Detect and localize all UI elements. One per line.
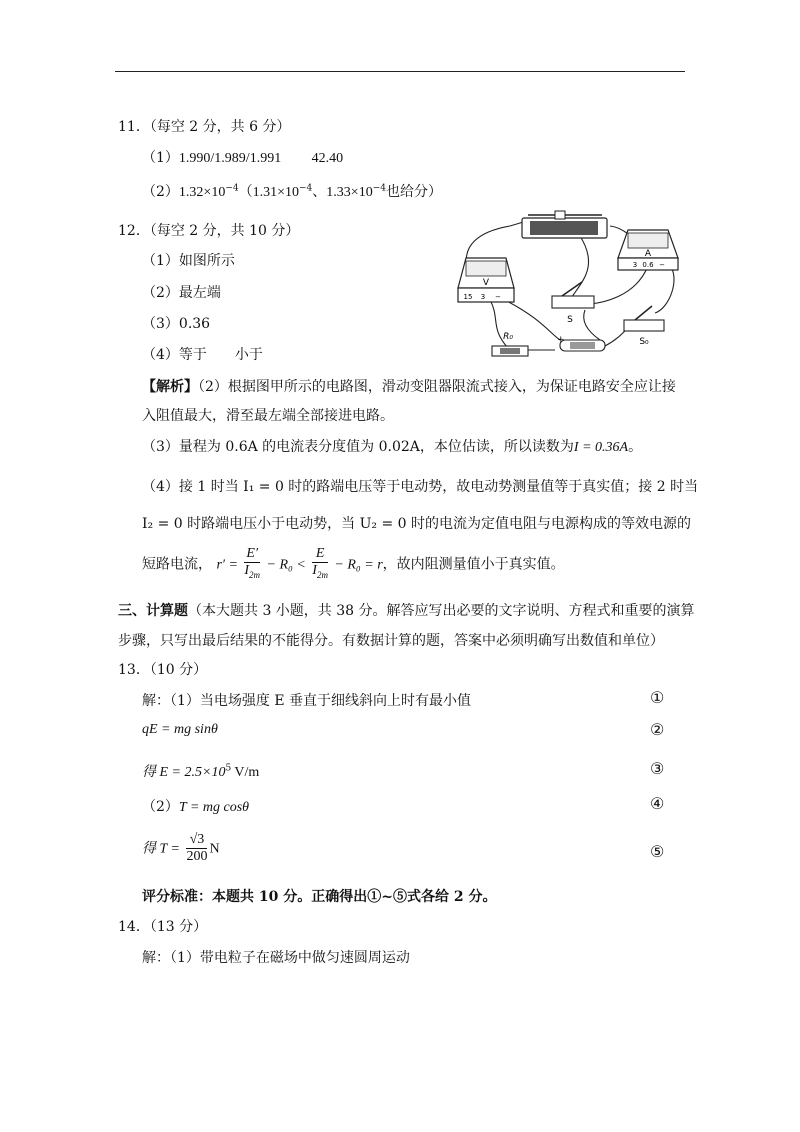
battery [557,335,605,351]
q13-mark-2: ② [650,720,665,739]
q12-heading: 12．（每空 2 分，共 10 分） [118,223,300,239]
q13-mark-4: ④ [650,794,665,813]
q13-line4-label: （2） [142,799,179,815]
q11-a2-note-open: （1.31×10 [238,185,300,200]
q13-line-2: qE = mg sinθ [142,722,218,737]
resistor-r0-label: R₀ [503,332,513,342]
q13-frac-den: 200 [186,849,208,864]
analysis-3-end: 。 [628,439,643,455]
analysis-6-post: ，故内阻测量值小于真实值。 [382,556,565,573]
analysis-6-pre: 短路电流， [142,556,212,573]
eq-frac1-den: I [244,563,250,578]
analysis-line-3 [142,436,642,456]
battery-plus: + [557,335,565,345]
q13-mark-3: ③ [650,759,665,778]
q13-heading: 13．（10 分） [118,662,208,678]
analysis-line-1 [142,376,676,396]
switch-s-label: S [567,315,573,325]
q11-a1-label: （1） [142,150,179,166]
eq-frac1-num: E′ [244,546,260,563]
voltmeter-term-3: − [495,293,501,301]
ammeter-term-3: − [659,261,665,269]
section3-line-1 [118,600,695,620]
section3-title: 三、计算题 [118,603,188,619]
q13-line4-eq: T = mg cosθ [178,800,250,815]
q12-a4-value: 小于 [234,347,263,363]
eq-mid: − R₀ < [266,557,306,573]
analysis-text-1: （2）根据图甲所示的电路图，滑动变阻器限流式接入，为保证电路安全应让接 [198,379,676,395]
q12-answer-4 [142,344,263,364]
eq-r-prime: r′ = [216,557,238,573]
q13-mark-1: ① [650,688,665,707]
q11-a2-value: 1.32×10 [178,185,226,200]
eq-frac2-num: E [312,546,328,563]
q13-line-5 [142,832,220,865]
q11-a2-note-mid: 、1.33×10 [312,185,373,200]
ammeter [618,230,678,270]
eq-fraction-1 [244,546,260,583]
eq-frac2-den: I [312,563,317,578]
q11-answer-1 [142,147,343,167]
rheostat [522,211,607,238]
switch-s [552,282,594,325]
analysis-line-6 [142,546,565,583]
q12-answer-2: （2）最左端 [142,285,221,301]
q13-line-1: 解：（1）当电场强度 E 垂直于细线斜向上时有最小值 [142,693,472,709]
section3-line-2: 步骤，只写出最后结果的不能得分。有数据计算的题，答案中必须明确写出数值和单位） [118,633,664,649]
q13-fraction [186,832,207,865]
eq-fraction-2 [312,546,328,583]
analysis-3-eq: I = 0.36A [573,440,629,455]
q13-mark-5: ⑤ [650,842,665,861]
q12-answer-1: （1）如图所示 [142,253,235,269]
q13-line3-pre: 得 E = 2.5×10 [142,765,226,780]
q13-line-4 [142,796,249,816]
voltmeter-term-2: 3 [480,293,486,301]
analysis-line-5: I₂ = 0 时路端电压小于电动势，当 U₂ = 0 时的电流为定值电阻与电源构成的等效电源的 [142,516,691,532]
circuit-diagram [430,208,685,368]
q13-line5-unit: N [209,841,220,857]
eq-end: − R₀ = r [334,557,383,573]
q11-a1-value2: 42.40 [311,151,344,166]
q13-line-3 [142,761,259,781]
q13-line3-unit: V/m [231,765,260,780]
eq-frac2-den-sub: 2m [316,569,328,580]
analysis-line-4: （4）接 1 时当 I₁ = 0 时的路端电压等于电动势，故电动势测量值等于真实值；接 2 时当 [142,479,699,495]
ammeter-label: A [644,249,652,259]
q11-a2-label: （2） [142,184,179,200]
q13-frac-num: √3 [186,832,207,849]
q14-heading: 14．（13 分） [118,919,208,935]
voltmeter-term-1: 15 [463,293,473,301]
q11-heading: 11．（每空 2 分，共 6 分） [118,119,291,135]
top-rule [115,71,685,72]
q13-scoring-standard: 评分标准：本题共 10 分。正确得出①~⑤式各给 2 分。 [142,889,497,905]
section3-desc-1: （本大题共 3 小题，共 38 分。解答应写出必要的文字说明、方程式和重要的演算 [188,603,695,619]
analysis-line-2: 入阻值最大，滑至最左端全部接进电路。 [142,408,394,424]
q12-a4-label: （4）等于 [142,347,207,363]
resistor-r0 [492,332,528,356]
voltmeter [458,258,514,302]
q13-line3-exp: 5 [225,763,232,774]
q11-a1-value: 1.990/1.989/1.991 [178,151,282,166]
ammeter-term-2: 0.6 [642,261,654,269]
switch-s0-label: S₀ [639,337,649,347]
q11-a2-note-close: 也给分） [385,184,442,200]
q11-a2-note-exp2: −4 [372,183,386,194]
q11-a2-exp: −4 [225,183,239,194]
q13-line5-pre: 得 T = [142,841,180,857]
ammeter-term-1: 3 [632,261,638,269]
q14-line-1: 解：（1）带电粒子在磁场中做匀速圆周运动 [142,950,410,966]
q11-answer-2 [142,181,442,201]
q11-a2-note-exp1: −4 [299,183,313,194]
analysis-3-text: （3）量程为 0.6A 的电流表分度值为 0.02A，本位估读，所以读数为 [142,439,574,455]
q12-answer-3: （3）0.36 [142,316,211,332]
voltmeter-label: V [482,278,490,288]
analysis-tag: 【解析】 [142,379,198,395]
eq-frac1-den-sub: 2m [249,569,261,580]
